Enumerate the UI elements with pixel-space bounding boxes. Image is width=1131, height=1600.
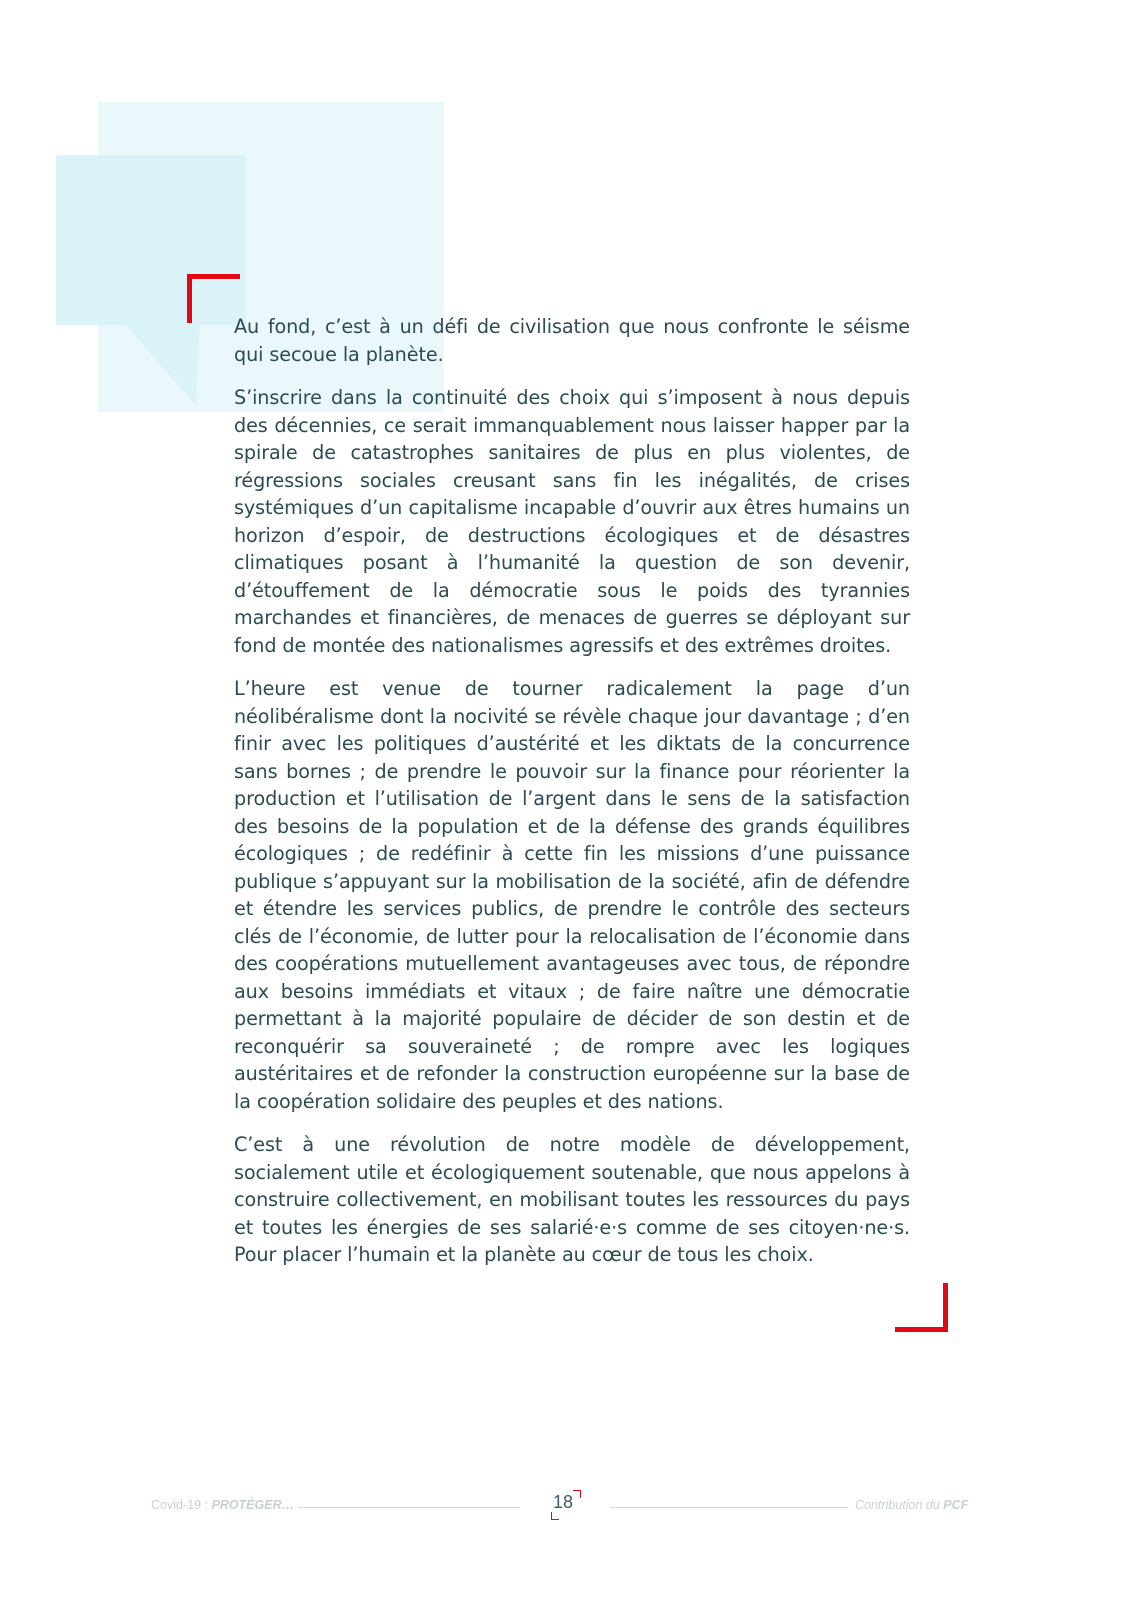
- footer-contribution-prefix: Contribution du: [855, 1498, 944, 1512]
- paragraph-3: L’heure est venue de tourner radicalement la page d’un néolibéralisme dont la nocivité se révèle chaque jour davantage ; d’en finir avec les politiques d’austérité et les diktats de la concurrence sans bornes ; de prendre le pouvoir sur la finance pour réorienter la production et l’utilisation de l’argent dans le sens de la satisfaction des besoins de la population et de la défense des grands équilibres écologiques ; de redéfinir à cette fin les missions d’une puissance publique s’appuyant sur la mobilisation de la société, afin de défendre et étendre les services publics, de prendre le contrôle des secteurs clés de l’économie, de lutter pour la relocalisation de l’économie dans des coopérations mutuellement avantageuses avec tous, de répondre aux besoins immédiats et vitaux ; de faire naître une démocratie permettant à la majorité populaire de décider de son destin et de reconquérir sa souveraineté ; de rompre avec les logiques austéritaires et de refonder la construction européenne sur la base de la coopération solidaire des peuples et des nations.: [234, 677, 910, 1113]
- top-left-corner-bracket: [187, 274, 240, 323]
- body-text: [234, 313, 910, 1285]
- paragraph-2: S’inscrire dans la continuité des choix qui s’imposent à nous depuis des décennies, ce serait immanquablement nous laisser happer par la spirale de catastrophes sanitaires de plus en plus violentes, de régressions sociales creusant sans fin les inégalités, de crises systémiques d’un capitalisme incapable d’ouvrir aux êtres humains un horizon d’espoir, de destructions écologiques et de désastres climatiques posant à l’humanité la question de son devenir, d’étouffement de la démocratie sous le poids des tyrannies marchandes et financières, de menaces de guerres se déployant sur fond de montée des nationalismes agressifs et des extrêmes droites.: [234, 386, 910, 657]
- footer-title-prefix: Covid-19 :: [151, 1498, 212, 1512]
- paragraph-4: C’est à une révolution de notre modèle de développement, socialement utile et écologiquement soutenable, que nous appelons à construire collectivement, en mobilisant toutes les ressources du pays et toutes les énergies de ses salarié·e·s comme de ses citoyen·ne·s. Pour placer l’humain et la planète au cœur de tous les choix.: [234, 1133, 910, 1266]
- paragraph-1: Au fond, c’est à un défi de civilisation que nous confronte le séisme qui secoue la planète.: [234, 315, 910, 366]
- footer-rule-right: [610, 1507, 848, 1508]
- footer-rule-left: [298, 1507, 520, 1508]
- footer-contribution-bold: PCF: [943, 1498, 969, 1512]
- footer-document-title: [151, 1498, 294, 1512]
- footer-contribution: [855, 1498, 968, 1512]
- page-footer: [0, 1490, 1131, 1530]
- footer-title-bold: PROTÉGER…: [211, 1498, 295, 1512]
- bottom-right-corner-bracket: [895, 1283, 948, 1332]
- page-number: 18: [553, 1492, 574, 1512]
- page-number-bracket-bottom-left: [551, 1512, 559, 1520]
- page-number-bracket-top-right: [573, 1490, 581, 1498]
